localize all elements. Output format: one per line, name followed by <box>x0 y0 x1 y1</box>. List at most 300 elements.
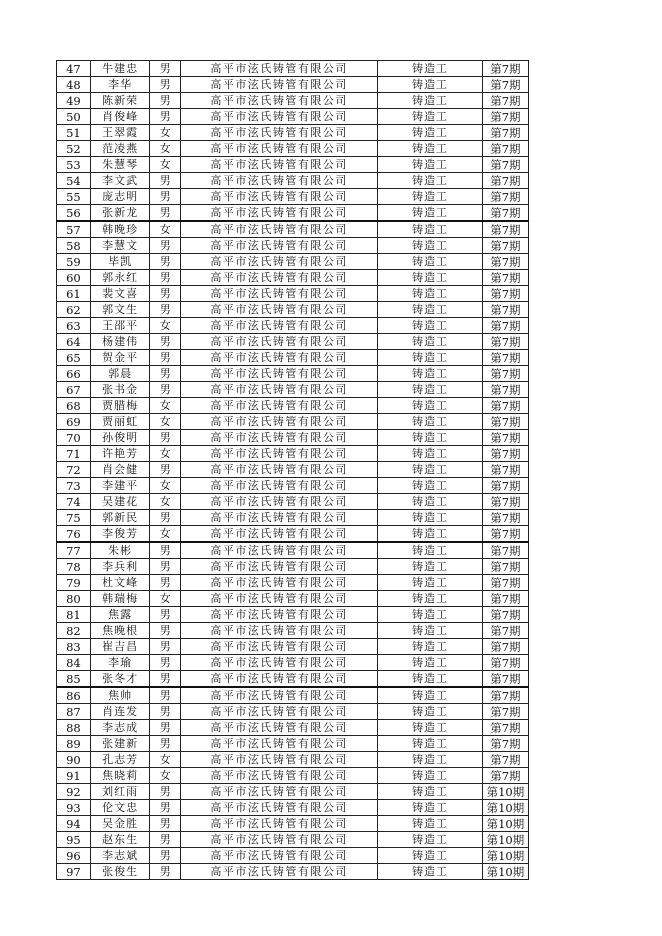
table-row <box>57 655 529 671</box>
gender: 男 <box>150 350 181 366</box>
training-batch: 第7期 <box>482 591 528 607</box>
job-title: 铸造工 <box>378 254 483 270</box>
row-number: 72 <box>57 462 91 478</box>
table-row <box>57 510 529 526</box>
company-name: 高平市泫氏铸管有限公司 <box>181 639 378 655</box>
company-name: 高平市泫氏铸管有限公司 <box>181 141 378 157</box>
row-number: 95 <box>57 832 91 848</box>
row-number: 90 <box>57 752 91 768</box>
job-title: 铸造工 <box>378 623 483 639</box>
training-batch: 第7期 <box>482 366 528 382</box>
company-name: 高平市泫氏铸管有限公司 <box>181 334 378 350</box>
person-name: 贺金平 <box>90 350 150 366</box>
table-row <box>57 221 529 238</box>
table-row <box>57 414 529 430</box>
table-row <box>57 623 529 639</box>
gender: 男 <box>150 623 181 639</box>
job-title: 铸造工 <box>378 334 483 350</box>
job-title: 铸造工 <box>378 430 483 446</box>
training-batch: 第7期 <box>482 318 528 334</box>
person-name: 张建新 <box>90 736 150 752</box>
job-title: 铸造工 <box>378 141 483 157</box>
table-row <box>57 398 529 414</box>
training-batch: 第7期 <box>482 430 528 446</box>
person-name: 吴建花 <box>90 494 150 510</box>
person-name: 李建平 <box>90 478 150 494</box>
row-number: 51 <box>57 125 91 141</box>
row-number: 63 <box>57 318 91 334</box>
training-batch: 第7期 <box>482 510 528 526</box>
table-row <box>57 270 529 286</box>
table-row <box>57 671 529 688</box>
training-batch: 第7期 <box>482 382 528 398</box>
company-name: 高平市泫氏铸管有限公司 <box>181 382 378 398</box>
row-number: 74 <box>57 494 91 510</box>
row-number: 68 <box>57 398 91 414</box>
training-batch: 第7期 <box>482 655 528 671</box>
table-row <box>57 462 529 478</box>
training-batch: 第7期 <box>482 173 528 189</box>
training-batch: 第7期 <box>482 768 528 784</box>
gender: 女 <box>150 414 181 430</box>
company-name: 高平市泫氏铸管有限公司 <box>181 784 378 800</box>
person-name: 张冬才 <box>90 671 150 688</box>
training-batch: 第7期 <box>482 687 528 704</box>
row-number: 70 <box>57 430 91 446</box>
row-number: 56 <box>57 205 91 222</box>
training-batch: 第7期 <box>482 221 528 238</box>
person-name: 李俊芳 <box>90 526 150 543</box>
company-name: 高平市泫氏铸管有限公司 <box>181 462 378 478</box>
table-row <box>57 157 529 173</box>
row-number: 55 <box>57 189 91 205</box>
person-name: 牛建忠 <box>90 61 150 77</box>
gender: 男 <box>150 189 181 205</box>
table-row <box>57 752 529 768</box>
person-name: 焦帅 <box>90 687 150 704</box>
company-name: 高平市泫氏铸管有限公司 <box>181 623 378 639</box>
job-title: 铸造工 <box>378 494 483 510</box>
person-name: 崔吉昌 <box>90 639 150 655</box>
job-title: 铸造工 <box>378 655 483 671</box>
training-batch: 第7期 <box>482 141 528 157</box>
table-row <box>57 77 529 93</box>
company-name: 高平市泫氏铸管有限公司 <box>181 575 378 591</box>
row-number: 83 <box>57 639 91 655</box>
gender: 男 <box>150 382 181 398</box>
row-number: 84 <box>57 655 91 671</box>
training-batch: 第7期 <box>482 575 528 591</box>
person-name: 毕凯 <box>90 254 150 270</box>
person-name: 韩瑞梅 <box>90 591 150 607</box>
job-title: 铸造工 <box>378 607 483 623</box>
company-name: 高平市泫氏铸管有限公司 <box>181 559 378 575</box>
gender: 男 <box>150 510 181 526</box>
company-name: 高平市泫氏铸管有限公司 <box>181 671 378 688</box>
company-name: 高平市泫氏铸管有限公司 <box>181 254 378 270</box>
company-name: 高平市泫氏铸管有限公司 <box>181 720 378 736</box>
gender: 男 <box>150 784 181 800</box>
table-row <box>57 334 529 350</box>
training-batch: 第7期 <box>482 446 528 462</box>
person-name: 庞志明 <box>90 189 150 205</box>
company-name: 高平市泫氏铸管有限公司 <box>181 704 378 720</box>
job-title: 铸造工 <box>378 736 483 752</box>
table-row <box>57 800 529 816</box>
training-batch: 第7期 <box>482 639 528 655</box>
gender: 男 <box>150 704 181 720</box>
gender: 男 <box>150 109 181 125</box>
row-number: 53 <box>57 157 91 173</box>
table-row <box>57 254 529 270</box>
gender: 男 <box>150 607 181 623</box>
row-number: 47 <box>57 61 91 77</box>
job-title: 铸造工 <box>378 720 483 736</box>
table-row <box>57 366 529 382</box>
gender: 女 <box>150 446 181 462</box>
job-title: 铸造工 <box>378 221 483 238</box>
gender: 男 <box>150 61 181 77</box>
job-title: 铸造工 <box>378 639 483 655</box>
person-name: 裴文喜 <box>90 286 150 302</box>
person-name: 郭文生 <box>90 302 150 318</box>
gender: 女 <box>150 318 181 334</box>
training-batch: 第7期 <box>482 398 528 414</box>
job-title: 铸造工 <box>378 478 483 494</box>
person-name: 王邵平 <box>90 318 150 334</box>
company-name: 高平市泫氏铸管有限公司 <box>181 526 378 543</box>
gender: 男 <box>150 832 181 848</box>
table-row <box>57 173 529 189</box>
company-name: 高平市泫氏铸管有限公司 <box>181 77 378 93</box>
table-row <box>57 238 529 254</box>
training-batch: 第10期 <box>482 864 528 880</box>
job-title: 铸造工 <box>378 157 483 173</box>
gender: 女 <box>150 768 181 784</box>
job-title: 铸造工 <box>378 189 483 205</box>
gender: 男 <box>150 655 181 671</box>
job-title: 铸造工 <box>378 687 483 704</box>
training-batch: 第7期 <box>482 189 528 205</box>
roster-body <box>57 61 529 880</box>
person-name: 韩晚珍 <box>90 221 150 238</box>
job-title: 铸造工 <box>378 398 483 414</box>
job-title: 铸造工 <box>378 864 483 880</box>
person-name: 陈新荣 <box>90 93 150 109</box>
job-title: 铸造工 <box>378 318 483 334</box>
person-name: 张书金 <box>90 382 150 398</box>
table-row <box>57 286 529 302</box>
training-batch: 第7期 <box>482 752 528 768</box>
row-number: 80 <box>57 591 91 607</box>
person-name: 贾丽虹 <box>90 414 150 430</box>
person-name: 王翠霞 <box>90 125 150 141</box>
job-title: 铸造工 <box>378 752 483 768</box>
job-title: 铸造工 <box>378 542 483 559</box>
row-number: 69 <box>57 414 91 430</box>
training-batch: 第7期 <box>482 109 528 125</box>
row-number: 57 <box>57 221 91 238</box>
row-number: 86 <box>57 687 91 704</box>
gender: 男 <box>150 366 181 382</box>
gender: 男 <box>150 720 181 736</box>
job-title: 铸造工 <box>378 350 483 366</box>
company-name: 高平市泫氏铸管有限公司 <box>181 542 378 559</box>
table-row <box>57 318 529 334</box>
person-name: 李志成 <box>90 720 150 736</box>
person-name: 李文武 <box>90 173 150 189</box>
job-title: 铸造工 <box>378 768 483 784</box>
training-batch: 第7期 <box>482 350 528 366</box>
table-row <box>57 559 529 575</box>
job-title: 铸造工 <box>378 270 483 286</box>
table-row <box>57 125 529 141</box>
row-number: 91 <box>57 768 91 784</box>
training-batch: 第7期 <box>482 526 528 543</box>
company-name: 高平市泫氏铸管有限公司 <box>181 848 378 864</box>
job-title: 铸造工 <box>378 77 483 93</box>
table-row <box>57 109 529 125</box>
person-name: 张新龙 <box>90 205 150 222</box>
row-number: 73 <box>57 478 91 494</box>
table-row <box>57 430 529 446</box>
job-title: 铸造工 <box>378 93 483 109</box>
table-row <box>57 189 529 205</box>
company-name: 高平市泫氏铸管有限公司 <box>181 446 378 462</box>
person-name: 李志斌 <box>90 848 150 864</box>
job-title: 铸造工 <box>378 559 483 575</box>
person-name: 焦露 <box>90 607 150 623</box>
row-number: 59 <box>57 254 91 270</box>
table-row <box>57 768 529 784</box>
company-name: 高平市泫氏铸管有限公司 <box>181 189 378 205</box>
table-row <box>57 478 529 494</box>
training-batch: 第10期 <box>482 848 528 864</box>
job-title: 铸造工 <box>378 125 483 141</box>
row-number: 65 <box>57 350 91 366</box>
company-name: 高平市泫氏铸管有限公司 <box>181 93 378 109</box>
row-number: 87 <box>57 704 91 720</box>
company-name: 高平市泫氏铸管有限公司 <box>181 510 378 526</box>
gender: 男 <box>150 671 181 688</box>
gender: 男 <box>150 205 181 222</box>
table-row <box>57 832 529 848</box>
table-row <box>57 575 529 591</box>
company-name: 高平市泫氏铸管有限公司 <box>181 173 378 189</box>
row-number: 54 <box>57 173 91 189</box>
table-row <box>57 542 529 559</box>
row-number: 52 <box>57 141 91 157</box>
row-number: 81 <box>57 607 91 623</box>
job-title: 铸造工 <box>378 784 483 800</box>
table-row <box>57 784 529 800</box>
gender: 男 <box>150 254 181 270</box>
job-title: 铸造工 <box>378 704 483 720</box>
table-row <box>57 446 529 462</box>
person-name: 许艳芳 <box>90 446 150 462</box>
company-name: 高平市泫氏铸管有限公司 <box>181 478 378 494</box>
training-batch: 第10期 <box>482 832 528 848</box>
training-batch: 第7期 <box>482 720 528 736</box>
training-batch: 第7期 <box>482 93 528 109</box>
gender: 男 <box>150 93 181 109</box>
training-batch: 第7期 <box>482 478 528 494</box>
table-row <box>57 687 529 704</box>
table-row <box>57 494 529 510</box>
person-name: 肖连发 <box>90 704 150 720</box>
row-number: 94 <box>57 816 91 832</box>
job-title: 铸造工 <box>378 671 483 688</box>
company-name: 高平市泫氏铸管有限公司 <box>181 768 378 784</box>
row-number: 77 <box>57 542 91 559</box>
job-title: 铸造工 <box>378 414 483 430</box>
job-title: 铸造工 <box>378 366 483 382</box>
gender: 女 <box>150 478 181 494</box>
training-batch: 第7期 <box>482 334 528 350</box>
training-batch: 第10期 <box>482 816 528 832</box>
company-name: 高平市泫氏铸管有限公司 <box>181 398 378 414</box>
gender: 男 <box>150 286 181 302</box>
person-name: 贾腊梅 <box>90 398 150 414</box>
job-title: 铸造工 <box>378 238 483 254</box>
gender: 男 <box>150 542 181 559</box>
row-number: 75 <box>57 510 91 526</box>
training-batch: 第7期 <box>482 671 528 688</box>
company-name: 高平市泫氏铸管有限公司 <box>181 430 378 446</box>
table-row <box>57 61 529 77</box>
person-name: 吴金胜 <box>90 816 150 832</box>
row-number: 93 <box>57 800 91 816</box>
job-title: 铸造工 <box>378 205 483 222</box>
company-name: 高平市泫氏铸管有限公司 <box>181 318 378 334</box>
row-number: 62 <box>57 302 91 318</box>
person-name: 郭新民 <box>90 510 150 526</box>
company-name: 高平市泫氏铸管有限公司 <box>181 205 378 222</box>
person-name: 孔志芳 <box>90 752 150 768</box>
person-name: 范凌燕 <box>90 141 150 157</box>
gender: 男 <box>150 559 181 575</box>
company-name: 高平市泫氏铸管有限公司 <box>181 238 378 254</box>
person-name: 郭永红 <box>90 270 150 286</box>
training-batch: 第7期 <box>482 704 528 720</box>
job-title: 铸造工 <box>378 526 483 543</box>
job-title: 铸造工 <box>378 832 483 848</box>
job-title: 铸造工 <box>378 109 483 125</box>
row-number: 85 <box>57 671 91 688</box>
person-name: 赵东生 <box>90 832 150 848</box>
company-name: 高平市泫氏铸管有限公司 <box>181 864 378 880</box>
row-number: 82 <box>57 623 91 639</box>
gender: 女 <box>150 591 181 607</box>
gender: 男 <box>150 800 181 816</box>
table-row <box>57 302 529 318</box>
job-title: 铸造工 <box>378 446 483 462</box>
training-batch: 第10期 <box>482 800 528 816</box>
training-batch: 第10期 <box>482 784 528 800</box>
row-number: 92 <box>57 784 91 800</box>
company-name: 高平市泫氏铸管有限公司 <box>181 494 378 510</box>
training-batch: 第7期 <box>482 254 528 270</box>
gender: 男 <box>150 173 181 189</box>
training-batch: 第7期 <box>482 559 528 575</box>
person-name: 李瑜 <box>90 655 150 671</box>
gender: 男 <box>150 736 181 752</box>
company-name: 高平市泫氏铸管有限公司 <box>181 221 378 238</box>
person-name: 伦文忠 <box>90 800 150 816</box>
row-number: 64 <box>57 334 91 350</box>
table-row <box>57 816 529 832</box>
gender: 男 <box>150 302 181 318</box>
training-batch: 第7期 <box>482 125 528 141</box>
table-row <box>57 639 529 655</box>
company-name: 高平市泫氏铸管有限公司 <box>181 414 378 430</box>
person-name: 肖俊峰 <box>90 109 150 125</box>
row-number: 96 <box>57 848 91 864</box>
company-name: 高平市泫氏铸管有限公司 <box>181 687 378 704</box>
company-name: 高平市泫氏铸管有限公司 <box>181 286 378 302</box>
gender: 男 <box>150 864 181 880</box>
row-number: 78 <box>57 559 91 575</box>
table-row <box>57 93 529 109</box>
company-name: 高平市泫氏铸管有限公司 <box>181 270 378 286</box>
training-batch: 第7期 <box>482 270 528 286</box>
company-name: 高平市泫氏铸管有限公司 <box>181 366 378 382</box>
person-name: 郭晨 <box>90 366 150 382</box>
row-number: 79 <box>57 575 91 591</box>
table-row <box>57 205 529 222</box>
company-name: 高平市泫氏铸管有限公司 <box>181 655 378 671</box>
person-name: 李华 <box>90 77 150 93</box>
job-title: 铸造工 <box>378 173 483 189</box>
gender: 女 <box>150 157 181 173</box>
row-number: 60 <box>57 270 91 286</box>
training-batch: 第7期 <box>482 61 528 77</box>
person-name: 杨建伟 <box>90 334 150 350</box>
training-batch: 第7期 <box>482 462 528 478</box>
gender: 女 <box>150 125 181 141</box>
job-title: 铸造工 <box>378 462 483 478</box>
gender: 女 <box>150 141 181 157</box>
gender: 男 <box>150 848 181 864</box>
training-batch: 第7期 <box>482 205 528 222</box>
gender: 男 <box>150 238 181 254</box>
row-number: 97 <box>57 864 91 880</box>
company-name: 高平市泫氏铸管有限公司 <box>181 832 378 848</box>
person-name: 焦晓莉 <box>90 768 150 784</box>
job-title: 铸造工 <box>378 816 483 832</box>
row-number: 58 <box>57 238 91 254</box>
training-batch: 第7期 <box>482 542 528 559</box>
gender: 女 <box>150 398 181 414</box>
table-row <box>57 864 529 880</box>
table-row <box>57 382 529 398</box>
row-number: 61 <box>57 286 91 302</box>
row-number: 49 <box>57 93 91 109</box>
row-number: 88 <box>57 720 91 736</box>
training-batch: 第7期 <box>482 302 528 318</box>
gender: 男 <box>150 462 181 478</box>
training-batch: 第7期 <box>482 157 528 173</box>
table-row <box>57 350 529 366</box>
job-title: 铸造工 <box>378 382 483 398</box>
table-row <box>57 848 529 864</box>
job-title: 铸造工 <box>378 302 483 318</box>
training-batch: 第7期 <box>482 77 528 93</box>
company-name: 高平市泫氏铸管有限公司 <box>181 752 378 768</box>
person-name: 肖会健 <box>90 462 150 478</box>
training-batch: 第7期 <box>482 414 528 430</box>
table-row <box>57 607 529 623</box>
